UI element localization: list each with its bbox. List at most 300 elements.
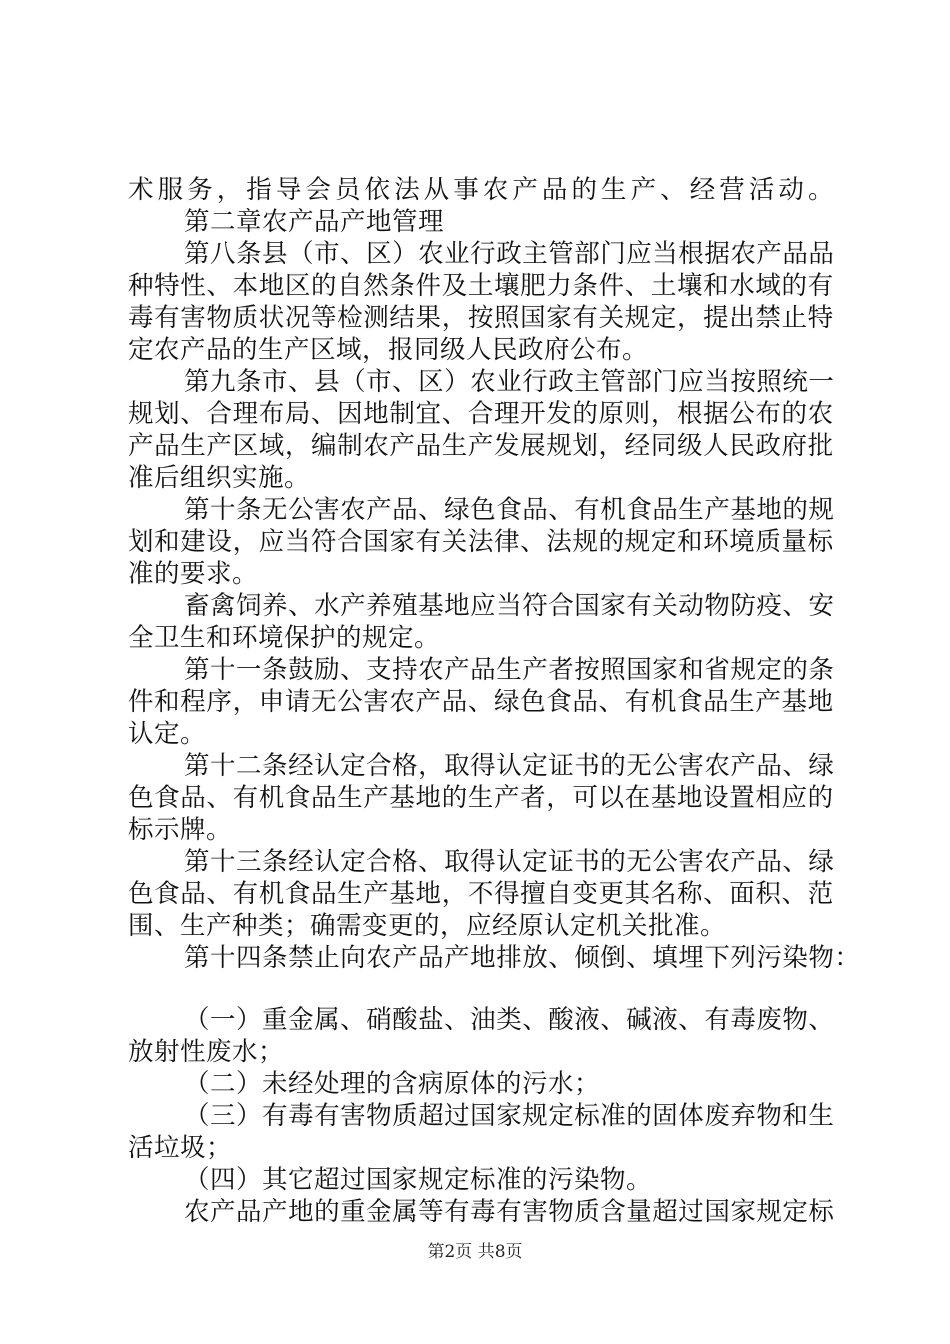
char: 毒: [128, 303, 155, 333]
char: 条: [808, 655, 835, 685]
char: （: [184, 1101, 211, 1131]
char: 色: [128, 879, 155, 909]
char: 得: [470, 751, 497, 781]
char: 格: [392, 847, 419, 877]
char: 重: [340, 1197, 367, 1227]
char: 国: [626, 655, 653, 685]
char: 变: [572, 879, 599, 909]
char: 关: [598, 303, 625, 333]
char: 填: [652, 943, 679, 973]
char: 本: [232, 271, 259, 301]
char: 根: [676, 399, 703, 429]
char: 请: [284, 687, 311, 717]
char: 定: [650, 527, 677, 557]
char: 绿: [493, 687, 520, 717]
char: 第: [184, 751, 211, 781]
char: 认: [496, 751, 523, 781]
char: 害: [340, 1101, 367, 1131]
char: 十: [210, 943, 237, 973]
char: 机: [258, 879, 285, 909]
char: 地: [756, 495, 783, 525]
char: 的: [807, 783, 834, 813]
char: 规: [624, 303, 651, 333]
char: 况: [284, 303, 311, 333]
char: 当: [284, 527, 311, 557]
char: 三: [236, 847, 263, 877]
char: 禽: [210, 591, 237, 621]
char: 门: [652, 367, 679, 397]
char: 食: [496, 495, 523, 525]
char: 标: [574, 1101, 601, 1131]
char: ，: [284, 431, 311, 461]
chapter-heading: 第二章农产品产地管理: [184, 207, 445, 237]
char: 有: [262, 1101, 289, 1131]
char: 在: [624, 783, 651, 813]
char: 更: [598, 879, 625, 909]
char: 农: [366, 943, 393, 973]
char: ）: [444, 367, 471, 397]
char: 和: [676, 527, 703, 557]
char: ，: [441, 879, 468, 909]
char: 条: [236, 239, 263, 269]
char: 家: [730, 1197, 757, 1227]
char: 生: [180, 431, 207, 461]
char: 品: [236, 1197, 263, 1227]
char: 品: [180, 879, 207, 909]
char: 特: [154, 271, 181, 301]
char: 有: [572, 303, 599, 333]
char: 公: [337, 687, 364, 717]
char: 产: [444, 943, 471, 973]
char: 害: [314, 495, 341, 525]
char: 设: [206, 527, 233, 557]
char: 的: [441, 783, 468, 813]
char: 体: [678, 1101, 705, 1131]
char: 品: [441, 687, 468, 717]
char: 产: [704, 495, 731, 525]
char: 机: [650, 687, 677, 717]
char: 按: [730, 367, 757, 397]
char: 、: [678, 1005, 705, 1035]
char: 规: [624, 527, 651, 557]
body-line: 定农产品的生产区域，报同级人民政府公布。: [128, 335, 649, 365]
char: 合: [206, 399, 233, 429]
char: ，: [650, 399, 677, 429]
char: 县: [262, 239, 289, 269]
char: 编: [310, 431, 337, 461]
char: 定: [522, 847, 549, 877]
char: 果: [415, 303, 442, 333]
char: 、: [782, 847, 809, 877]
char: 不: [467, 879, 494, 909]
char: 第: [184, 495, 211, 525]
char: 品: [470, 655, 497, 685]
char: 种: [128, 271, 155, 301]
body-line: 准的要求。: [128, 559, 259, 589]
char: 无: [310, 687, 337, 717]
char: 废: [756, 1005, 783, 1035]
char: 的: [598, 527, 625, 557]
char: 面: [729, 879, 756, 909]
char: 区: [232, 431, 259, 461]
char: 地: [415, 783, 442, 813]
body-line: [184, 238, 834, 270]
char: 自: [337, 271, 364, 301]
char: 属: [314, 1005, 341, 1035]
char: 自: [546, 879, 573, 909]
char: 擅: [520, 879, 547, 909]
char: 食: [284, 879, 311, 909]
char: 当: [704, 367, 731, 397]
body-line: [128, 398, 834, 430]
char: 品: [756, 751, 783, 781]
char: 支: [366, 655, 393, 685]
char: 书: [574, 847, 601, 877]
char: 特: [807, 303, 834, 333]
body-line: [184, 846, 834, 878]
char: 、: [548, 943, 575, 973]
body-line: [128, 526, 834, 558]
char: 第: [184, 239, 211, 269]
char: 合: [337, 527, 364, 557]
char: 合: [467, 399, 494, 429]
char: 害: [522, 1197, 549, 1227]
char: 酸: [392, 1005, 419, 1035]
char: 定: [340, 751, 367, 781]
char: 农: [482, 175, 509, 205]
char: 划: [154, 399, 181, 429]
char: 产: [392, 943, 419, 973]
char: 品: [522, 495, 549, 525]
char: 四: [236, 943, 263, 973]
char: 农: [704, 847, 731, 877]
char: ）: [236, 1005, 263, 1035]
char: 称: [676, 879, 703, 909]
char: 布: [755, 399, 782, 429]
char: 、: [660, 175, 687, 205]
char: 符: [522, 591, 549, 621]
char: 取: [444, 847, 471, 877]
char: 基: [650, 783, 677, 813]
char: 有: [415, 527, 442, 557]
char: 品: [703, 687, 730, 717]
char: 、: [180, 399, 207, 429]
char: 家: [600, 591, 627, 621]
char: 制: [337, 431, 364, 461]
char: 公: [652, 751, 679, 781]
char: 止: [781, 303, 808, 333]
char: 有: [232, 879, 259, 909]
char: 有: [624, 687, 651, 717]
char: 管: [548, 239, 575, 269]
char: 同: [650, 431, 677, 461]
char: 规: [522, 1101, 549, 1131]
char: 根: [678, 239, 705, 269]
char: 条: [262, 751, 289, 781]
char: 其: [624, 879, 651, 909]
char: ，: [232, 687, 259, 717]
char: 下: [704, 943, 731, 973]
char: 品: [652, 495, 679, 525]
char: 产: [630, 175, 657, 205]
char: 家: [546, 303, 573, 333]
char: 酸: [548, 1005, 575, 1035]
char: 、: [310, 399, 337, 429]
char: 色: [470, 495, 497, 525]
char: 然: [363, 271, 390, 301]
char: 活: [748, 175, 775, 205]
char: 、: [520, 527, 547, 557]
char: ）: [392, 239, 419, 269]
char: ，: [418, 751, 445, 781]
char: 认: [314, 751, 341, 781]
char: 物: [782, 1005, 809, 1035]
char: 提: [703, 303, 730, 333]
char: 机: [600, 495, 627, 525]
char: 物: [548, 1197, 575, 1227]
char: 部: [626, 367, 653, 397]
body-line: [128, 174, 834, 206]
char: 生: [729, 687, 756, 717]
char: 害: [678, 847, 705, 877]
char: 品: [310, 783, 337, 813]
char: 基: [389, 783, 416, 813]
char: 、: [782, 751, 809, 781]
char: 、: [624, 271, 651, 301]
char: 第: [184, 943, 211, 973]
char: 定: [756, 655, 783, 685]
char: 、: [598, 687, 625, 717]
char: 农: [470, 367, 497, 397]
char: 绿: [444, 495, 471, 525]
char: 、: [288, 591, 315, 621]
char: 属: [392, 1197, 419, 1227]
char: 液: [574, 1005, 601, 1035]
char: 产: [493, 783, 520, 813]
body-line: [184, 750, 834, 782]
char: 盐: [418, 1005, 445, 1035]
char: 品: [756, 847, 783, 877]
char: 食: [284, 783, 311, 813]
char: 物: [756, 1101, 783, 1131]
char: 、: [782, 591, 809, 621]
char: 则: [624, 399, 651, 429]
char: 疫: [756, 591, 783, 621]
char: 定: [782, 1197, 809, 1227]
char: 得: [493, 879, 520, 909]
char: 产: [366, 495, 393, 525]
char: 条: [236, 367, 263, 397]
char: 十: [210, 847, 237, 877]
char: 、: [392, 367, 419, 397]
char: 硝: [366, 1005, 393, 1035]
body-line: [128, 782, 834, 814]
char: 法: [394, 175, 421, 205]
char: 产: [340, 591, 367, 621]
char: 营: [719, 175, 746, 205]
char: 指: [246, 175, 273, 205]
char: 、: [340, 1005, 367, 1035]
char: 产: [389, 431, 416, 461]
char: 绿: [808, 751, 835, 781]
char: 的: [572, 399, 599, 429]
char: 、: [288, 367, 315, 397]
char: 食: [154, 879, 181, 909]
char: 倾: [574, 943, 601, 973]
char: 得: [470, 847, 497, 877]
char: 十: [210, 495, 237, 525]
char: 导: [275, 175, 302, 205]
char: 畜: [184, 591, 211, 621]
char: 饲: [236, 591, 263, 621]
char: 主: [574, 367, 601, 397]
char: 原: [598, 399, 625, 429]
char: ，: [598, 431, 625, 461]
char: 含: [600, 1197, 627, 1227]
char: 府: [781, 431, 808, 461]
char: 质: [574, 1197, 601, 1227]
char: 地: [676, 783, 703, 813]
char: 产: [444, 655, 471, 685]
char: 定: [650, 303, 677, 333]
char: 、: [206, 879, 233, 909]
char: 规: [128, 399, 155, 429]
body-line: [128, 878, 834, 910]
char: 定: [548, 1101, 575, 1131]
char: 条: [572, 271, 599, 301]
char: 会: [305, 175, 332, 205]
char: 应: [626, 239, 653, 269]
char: 十: [210, 751, 237, 781]
char: 弃: [730, 1101, 757, 1131]
char: 国: [704, 1197, 731, 1227]
char: 生: [678, 495, 705, 525]
char: 食: [154, 783, 181, 813]
char: 主: [522, 239, 549, 269]
char: 人: [703, 431, 730, 461]
char: 条: [262, 847, 289, 877]
char: 生: [467, 783, 494, 813]
char: 件: [415, 271, 442, 301]
char: 、: [340, 239, 367, 269]
char: 产: [512, 175, 539, 205]
char: 一: [236, 655, 263, 685]
char: 地: [444, 591, 471, 621]
char: 禁: [755, 303, 782, 333]
char: （: [184, 1005, 211, 1035]
char: 家: [496, 1101, 523, 1131]
char: 有: [232, 783, 259, 813]
char: 出: [729, 303, 756, 333]
char: 和: [703, 271, 730, 301]
char: 农: [418, 655, 445, 685]
char: 基: [389, 879, 416, 909]
char: 按: [467, 303, 494, 333]
char: 品: [154, 431, 181, 461]
char: 安: [808, 591, 835, 621]
char: 划: [572, 431, 599, 461]
list-item-continuation: 活垃圾；: [128, 1133, 233, 1163]
char: 业: [444, 239, 471, 269]
char: 制: [389, 399, 416, 429]
body-line: 标示牌。: [128, 815, 233, 845]
char: 和: [678, 655, 705, 685]
char: 经: [624, 431, 651, 461]
char: 产: [467, 431, 494, 461]
char: 害: [180, 303, 207, 333]
char: 、: [781, 879, 808, 909]
char: 程: [180, 687, 207, 717]
char: 民: [729, 431, 756, 461]
char: 、: [441, 399, 468, 429]
char: 合: [366, 847, 393, 877]
char: 养: [262, 591, 289, 621]
char: 定: [522, 751, 549, 781]
char: 地: [258, 271, 285, 301]
char: 一: [210, 1005, 237, 1035]
char: 条: [236, 495, 263, 525]
char: 、: [467, 687, 494, 717]
list-item: [184, 1100, 834, 1132]
char: 地: [363, 399, 390, 429]
char: 状: [258, 303, 285, 333]
char: 农: [340, 495, 367, 525]
char: 超: [652, 1197, 679, 1227]
char: 放: [522, 943, 549, 973]
char: 壤: [676, 271, 703, 301]
body-line: 认定。: [128, 719, 207, 749]
char: 证: [548, 847, 575, 877]
body-line: 准后组织实施。: [128, 463, 311, 493]
char: 规: [756, 1197, 783, 1227]
char: 农: [389, 687, 416, 717]
char: 无: [626, 847, 653, 877]
char: 固: [652, 1101, 679, 1131]
char: 局: [284, 399, 311, 429]
char: 发: [546, 399, 573, 429]
char: 以: [598, 783, 625, 813]
body-line: 围、生产种类；确需变更的，应经原认定机关批准。: [128, 911, 727, 941]
char: 产: [730, 751, 757, 781]
char: 污: [756, 943, 783, 973]
char: 员: [334, 175, 361, 205]
char: 环: [703, 527, 730, 557]
char: 绿: [808, 847, 835, 877]
list-item: （二）未经处理的含病原体的污水；: [184, 1069, 601, 1099]
char: 产: [206, 431, 233, 461]
char: ，: [546, 783, 573, 813]
char: 动: [778, 175, 805, 205]
char: 殖: [392, 591, 419, 621]
char: 的: [571, 175, 598, 205]
char: 等: [310, 303, 337, 333]
char: 有: [807, 271, 834, 301]
char: 市: [262, 367, 289, 397]
char: 公: [288, 495, 315, 525]
char: 三: [210, 1101, 237, 1131]
char: 物: [206, 303, 233, 333]
char: 服: [157, 175, 184, 205]
char: 、: [808, 1005, 835, 1035]
char: 第: [184, 655, 211, 685]
char: 品: [572, 687, 599, 717]
char: 产: [415, 687, 442, 717]
char: 产: [730, 847, 757, 877]
char: （: [340, 367, 367, 397]
char: 关: [441, 527, 468, 557]
char: 展: [520, 431, 547, 461]
char: 产: [262, 1197, 289, 1227]
